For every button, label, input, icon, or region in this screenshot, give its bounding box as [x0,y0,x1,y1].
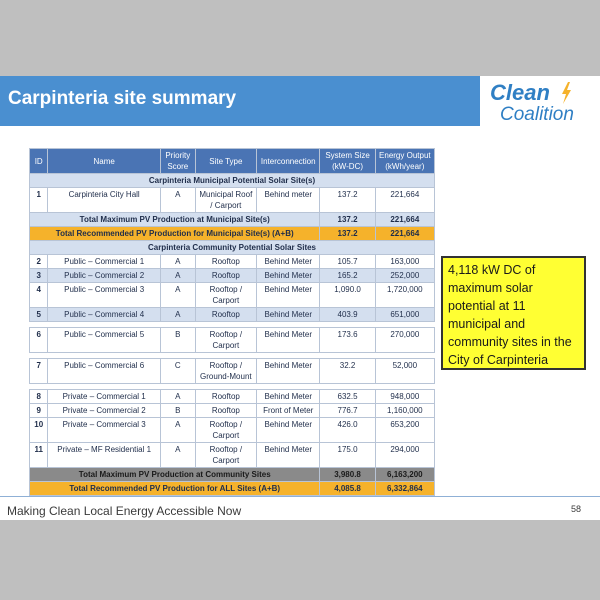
cell-id: 3 [30,269,48,283]
cell-site-type: Rooftop / Carport [195,283,256,308]
municipal-recommended-row [30,227,435,241]
cell-id: 7 [30,359,48,384]
cell-system-size: 403.9 [320,308,375,322]
cell-interconnection: Front of Meter [257,404,320,418]
cell-energy-output: 651,000 [375,308,434,322]
cell-priority: B [160,328,195,353]
table-row [30,404,435,418]
table-row [30,255,435,269]
logo-line-2: Coalition [500,104,574,125]
all-recommended-label: Total Recommended PV Production for ALL Sites (A+B) [30,482,320,496]
cell-interconnection: Behind meter [257,188,320,213]
municipal-section-row [30,174,435,188]
table-row [30,188,435,213]
cell-site-type: Rooftop / Carport [195,328,256,353]
cell-priority: C [160,359,195,384]
footer-divider [0,496,600,497]
cell-priority: A [160,283,195,308]
cell-priority: A [160,308,195,322]
all-recommended-size: 4,085.8 [320,482,375,496]
cell-priority: A [160,443,195,468]
community-total-row [30,468,435,482]
cell-system-size: 137.2 [320,188,375,213]
cell-system-size: 776.7 [320,404,375,418]
footer-tagline: Making Clean Local Energy Accessible Now [7,504,242,518]
municipal-total-size: 137.2 [320,213,375,227]
cell-name: Private – Commercial 1 [48,390,161,404]
cell-energy-output: 1,720,000 [375,283,434,308]
cell-system-size: 32.2 [320,359,375,384]
cell-site-type: Rooftop [195,308,256,322]
cell-energy-output: 294,000 [375,443,434,468]
municipal-recommended-output: 221,664 [375,227,434,241]
col-header-interconnection: Interconnection [257,149,320,174]
cell-site-type: Rooftop / Carport [195,418,256,443]
summary-callout: 4,118 kW DC of maximum solar potential at 11 municipal and community sites in the City of Carpinteria [441,256,586,370]
cell-system-size: 632.5 [320,390,375,404]
cell-priority: B [160,404,195,418]
cell-system-size: 105.7 [320,255,375,269]
cell-name: Private – Commercial 3 [48,418,161,443]
table-row [30,443,435,468]
cell-id: 9 [30,404,48,418]
community-section-label: Carpinteria Community Potential Solar Sites [30,241,435,255]
cell-interconnection: Behind Meter [257,443,320,468]
col-header-system-size: System Size (kW-DC) [320,149,375,174]
all-recommended-output: 6,332,864 [375,482,434,496]
cell-priority: A [160,418,195,443]
slide-title: Carpinteria site summary [8,88,237,109]
cell-site-type: Rooftop [195,390,256,404]
cell-system-size: 1,090.0 [320,283,375,308]
cell-id: 10 [30,418,48,443]
cell-id: 2 [30,255,48,269]
cell-interconnection: Behind Meter [257,255,320,269]
table-header-row [30,149,435,174]
cell-site-type: Rooftop [195,404,256,418]
table-row [30,359,435,384]
cell-site-type: Rooftop [195,269,256,283]
municipal-recommended-size: 137.2 [320,227,375,241]
cell-interconnection: Behind Meter [257,418,320,443]
cell-interconnection: Behind Meter [257,308,320,322]
logo-line-1: Clean [490,80,550,105]
cell-id: 4 [30,283,48,308]
cell-interconnection: Behind Meter [257,283,320,308]
cell-system-size: 175.0 [320,443,375,468]
cell-name: Public – Commercial 2 [48,269,161,283]
cell-name: Private – MF Residential 1 [48,443,161,468]
cell-system-size: 165.2 [320,269,375,283]
table-row [30,328,435,353]
cell-energy-output: 52,000 [375,359,434,384]
site-summary-table [29,148,435,496]
cell-site-type: Rooftop / Ground-Mount [195,359,256,384]
cell-energy-output: 252,000 [375,269,434,283]
cell-name: Public – Commercial 1 [48,255,161,269]
clean-coalition-logo [486,78,596,128]
cell-name: Public – Commercial 3 [48,283,161,308]
table-row [30,269,435,283]
cell-name: Public – Commercial 4 [48,308,161,322]
community-section-row [30,241,435,255]
table-row [30,283,435,308]
col-header-name: Name [48,149,161,174]
community-rows [30,255,435,468]
cell-interconnection: Behind Meter [257,359,320,384]
cell-name: Private – Commercial 2 [48,404,161,418]
col-header-site-type: Site Type [195,149,256,174]
col-header-energy-output: Energy Output (kWh/year) [375,149,434,174]
community-total-label: Total Maximum PV Production at Community Sites [30,468,320,482]
cell-id: 8 [30,390,48,404]
cell-name: Public – Commercial 6 [48,359,161,384]
cell-id: 1 [30,188,48,213]
cell-energy-output: 653,200 [375,418,434,443]
cell-system-size: 173.6 [320,328,375,353]
cell-id: 6 [30,328,48,353]
page-number: 58 [571,504,582,514]
cell-priority: A [160,255,195,269]
title-bar [0,76,480,126]
cell-system-size: 426.0 [320,418,375,443]
table-row [30,418,435,443]
cell-energy-output: 948,000 [375,390,434,404]
col-header-priority: Priority Score [160,149,195,174]
cell-interconnection: Behind Meter [257,328,320,353]
cell-interconnection: Behind Meter [257,390,320,404]
cell-priority: A [160,188,195,213]
cell-energy-output: 270,000 [375,328,434,353]
cell-name: Carpinteria City Hall [48,188,161,213]
lightning-bolt-icon [560,82,572,104]
cell-id: 5 [30,308,48,322]
cell-priority: A [160,269,195,283]
col-header-id: ID [30,149,48,174]
cell-site-type: Rooftop / Carport [195,443,256,468]
community-total-size: 3,980.8 [320,468,375,482]
cell-energy-output: 163,000 [375,255,434,269]
cell-site-type: Municipal Roof / Carport [195,188,256,213]
table-row [30,308,435,322]
cell-energy-output: 1,160,000 [375,404,434,418]
cell-interconnection: Behind Meter [257,269,320,283]
cell-site-type: Rooftop [195,255,256,269]
municipal-recommended-label: Total Recommended PV Production for Municipal Site(s) (A+B) [30,227,320,241]
municipal-total-label: Total Maximum PV Production at Municipal Site(s) [30,213,320,227]
municipal-total-row [30,213,435,227]
all-recommended-row [30,482,435,496]
table-row [30,390,435,404]
cell-id: 11 [30,443,48,468]
cell-priority: A [160,390,195,404]
cell-name: Public – Commercial 5 [48,328,161,353]
community-total-output: 6,163,200 [375,468,434,482]
municipal-section-label: Carpinteria Municipal Potential Solar Site(s) [30,174,435,188]
slide [0,76,600,520]
cell-energy-output: 221,664 [375,188,434,213]
municipal-total-output: 221,664 [375,213,434,227]
